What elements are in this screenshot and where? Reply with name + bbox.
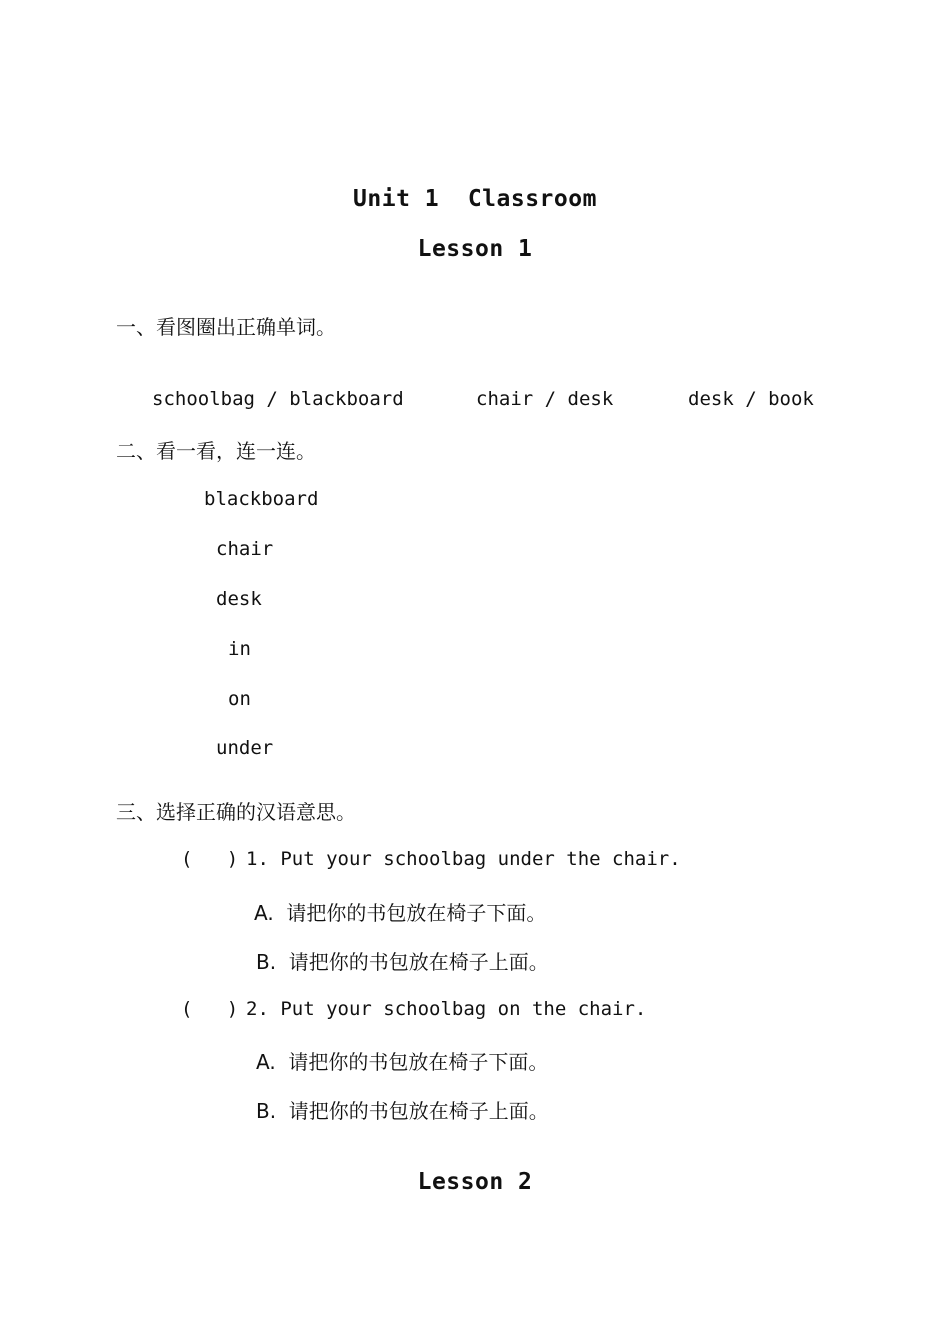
lesson-1-title: Lesson 1 <box>417 236 533 262</box>
question-2-text: 2. Put your schoolbag on the chair. <box>246 998 647 1020</box>
match-word-desk: desk <box>216 588 262 610</box>
match-word-blackboard: blackboard <box>204 488 319 510</box>
word-choice-3: desk / book <box>688 388 814 410</box>
section-1-heading: 一、看图圈出正确单词。 <box>116 315 336 339</box>
word-choice-1: schoolbag / blackboard <box>152 388 404 410</box>
match-word-under: under <box>216 737 274 759</box>
match-word-on: on <box>228 688 251 710</box>
section-3-heading: 三、选择正确的汉语意思。 <box>116 800 356 824</box>
match-word-chair: chair <box>216 538 274 560</box>
question-1-text: 1. Put your schoolbag under the chair. <box>246 848 681 870</box>
answer-bracket-1[interactable]: ( ) <box>181 848 239 870</box>
lesson-2-title: Lesson 2 <box>417 1169 533 1195</box>
question-1-option-a: A. 请把你的书包放在椅子下面。 <box>254 901 547 925</box>
word-choice-2: chair / desk <box>476 388 614 410</box>
answer-bracket-2[interactable]: ( ) <box>181 998 239 1020</box>
question-2-option-a: A. 请把你的书包放在椅子下面。 <box>256 1050 549 1074</box>
match-word-in: in <box>228 638 251 660</box>
section-2-heading: 二、看一看，连一连。 <box>116 439 316 463</box>
question-2-option-b: B. 请把你的书包放在椅子上面。 <box>256 1099 549 1123</box>
question-1-option-b: B. 请把你的书包放在椅子上面。 <box>256 950 549 974</box>
unit-title: Unit 1 Classroom <box>353 186 597 212</box>
